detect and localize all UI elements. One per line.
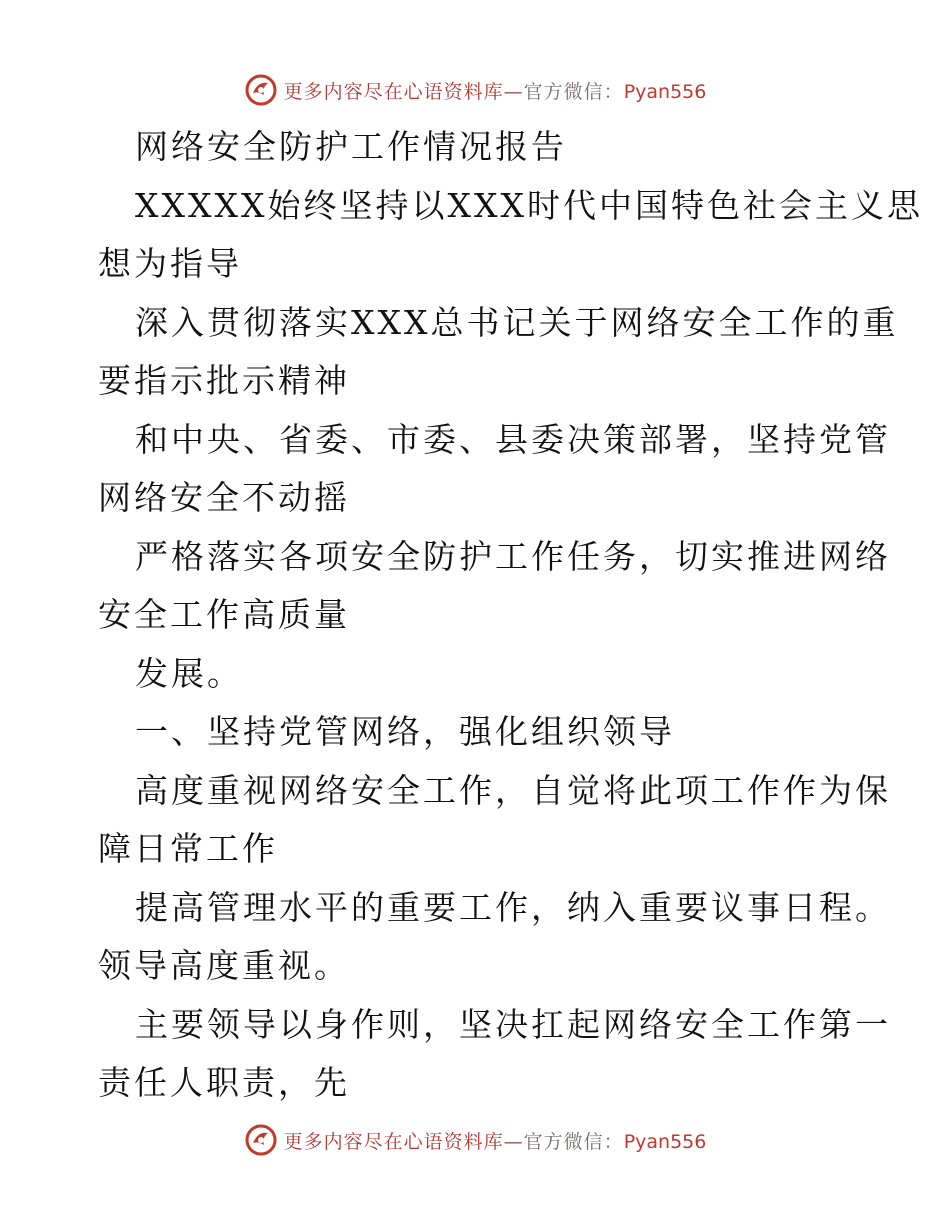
header-watermark [0,70,950,110]
watermark-text [284,77,707,104]
section-heading: 一、坚持党管网络，强化组织领导 [135,712,675,751]
watermark-label: 官方微信： [523,80,624,103]
paragraph-line: 主要领导以身作则，坚决扛起网络安全工作第一 [135,1004,891,1044]
paragraph-line: 严格落实各项安全防护工作任务，切实推进网络 [135,536,891,576]
footer-watermark [0,1120,950,1160]
document-title: 网络安全防护工作情况报告 [135,127,567,166]
paragraph-line: 高度重视网络安全工作，自觉将此项工作作为保 [135,770,891,810]
paragraph-line: 发展。 [135,653,243,693]
watermark-site-text: 更多内容尽在心语资料库 [283,1130,504,1153]
red-swirl-logo-icon [244,73,278,107]
paragraph-line: 领导高度重视。 [98,946,350,985]
paragraph-line: 想为指导 [98,244,242,283]
paragraph-line: 网络安全不动摇 [98,478,350,517]
red-swirl-logo-icon [244,1123,278,1157]
paragraph-line: 深入贯彻落实XXX总书记关于网络安全工作的重 [135,302,899,342]
paragraph-line: 提高管理水平的重要工作，纳入重要议事日程。 [135,887,891,927]
paragraph-line: 和中央、省委、市委、县委决策部署，坚持党管 [135,419,891,459]
watermark-dash: — [503,1130,524,1153]
paragraph-line: XXXXX始终坚持以XXX时代中国特色社会主义思 [135,185,923,225]
watermark-dash: — [503,80,524,103]
paragraph-line: 要指示批示精神 [98,361,350,400]
document-body [98,118,923,1113]
paragraph-line: 责任人职责，先 [98,1063,350,1102]
watermark-wechat-id: Pyan556 [623,1130,707,1153]
paragraph-line: 障日常工作 [98,829,278,868]
watermark-wechat-id: Pyan556 [623,80,707,103]
watermark-text [284,1127,707,1154]
watermark-label: 官方微信： [523,1130,624,1153]
watermark-site-text: 更多内容尽在心语资料库 [283,80,504,103]
paragraph-line: 安全工作高质量 [98,595,350,634]
